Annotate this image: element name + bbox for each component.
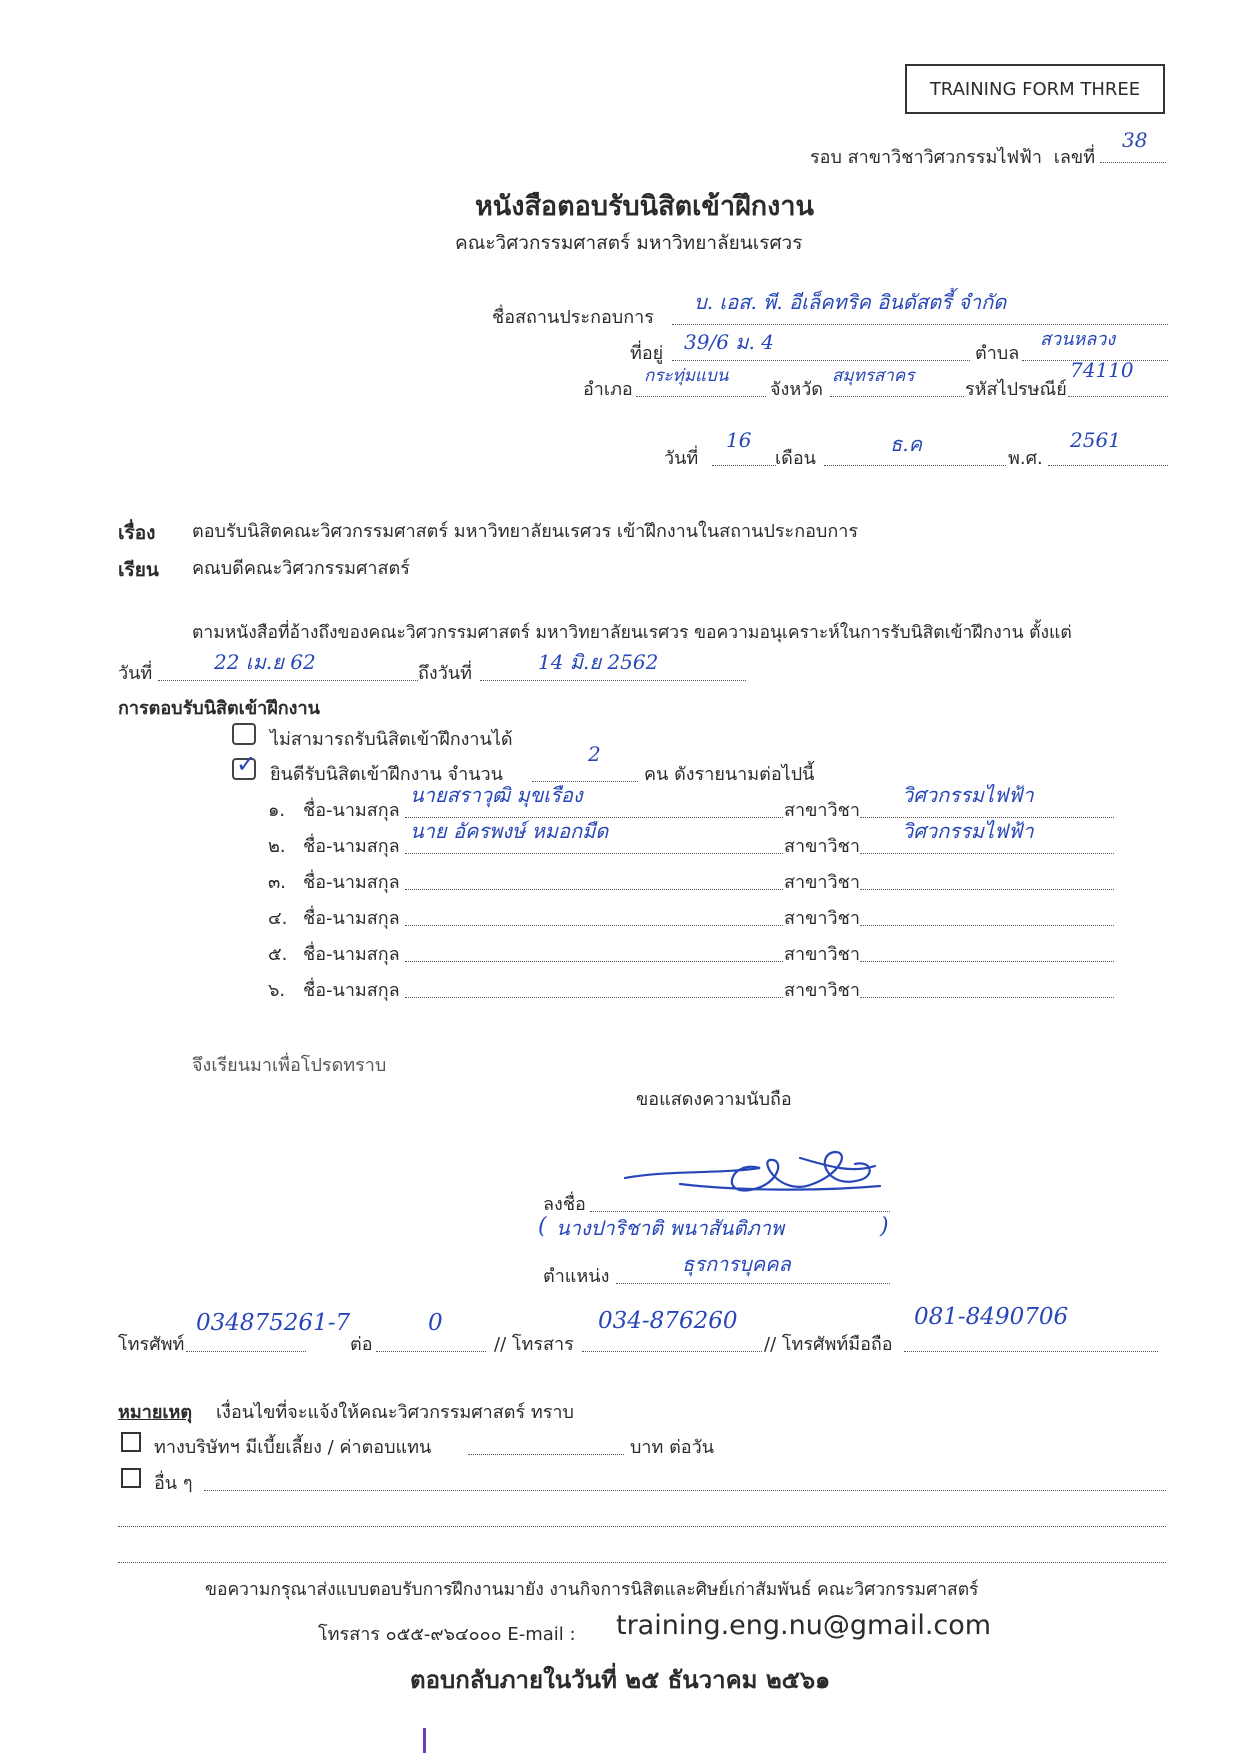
student-major-label: สาขาวิชา	[784, 908, 860, 929]
accept-option-label: ยินดีรับนิสิตเข้าฝึกงาน จำนวน	[270, 764, 503, 785]
date-year-label: พ.ศ.	[1008, 448, 1043, 469]
to-date-label: ถึงวันที่	[418, 663, 472, 684]
fax-label: // โทรสาร	[494, 1334, 574, 1355]
reject-option-label: ไม่สามารถรับนิสิตเข้าฝึกงานได้	[270, 729, 513, 750]
allowance-label: ทางบริษัทฯ มีเบี้ยเลี้ยง / ค่าตอบแทน	[154, 1437, 432, 1458]
district-label: อำเภอ	[583, 379, 633, 400]
footer-line1: ขอความกรุณาส่งแบบตอบรับการฝึกงานมายัง งานกิจการนิสิตและศิษย์เก่าสัมพันธ์ คณะวิศวกรรมศาสตร์	[205, 1580, 979, 1600]
sign-label: ลงชื่อ	[543, 1194, 586, 1215]
student-name-label: ชื่อ-นามสกุล	[303, 980, 400, 1001]
from-value: 22 เม.ย 62	[214, 650, 316, 674]
count-value: 2	[588, 742, 601, 766]
paren-open: (	[538, 1214, 547, 1239]
student-name-label: ชื่อ-นามสกุล	[303, 944, 400, 965]
subdistrict-label: ตำบล	[975, 343, 1020, 364]
student-name-label: ชื่อ-นามสกุล	[303, 872, 400, 893]
student-name: นาย อัครพงษ์ หมอกมืด	[410, 819, 609, 843]
page-subtitle: คณะวิศวกรรมศาสตร์ มหาวิทยาลัยนเรศวร	[455, 232, 803, 254]
address-label: ที่อยู่	[630, 343, 664, 364]
round-no-label: เลขที่	[1053, 147, 1096, 168]
fax-value: 034-876260	[598, 1308, 738, 1334]
mobile-label: // โทรศัพท์มือถือ	[764, 1334, 893, 1355]
district-value: กระทุ่มแบน	[644, 366, 729, 386]
phone-value: 034875261-7	[196, 1310, 351, 1336]
company-name-value: บ. เอส. พี. อีเล็คทริค อินดัสตรี้ จำกัด	[694, 290, 1007, 314]
student-major: วิศวกรรมไฟฟ้า	[902, 819, 1034, 843]
ext-value: 0	[428, 1310, 443, 1336]
student-major-label: สาขาวิชา	[784, 836, 860, 857]
company-name-label: ชื่อสถานประกอบการ	[492, 307, 654, 328]
other-label: อื่น ๆ	[154, 1473, 193, 1494]
page-title: หนังสือตอบรับนิสิตเข้าฝึกงาน	[475, 191, 814, 222]
round-line	[810, 142, 1095, 171]
accept-heading: การตอบรับนิสิตเข้าฝึกงาน	[118, 698, 320, 719]
signature-image	[610, 1140, 890, 1220]
date-day-value: 16	[726, 428, 752, 452]
round-dept: สาขาวิชาวิศวกรรมไฟฟ้า	[847, 147, 1042, 168]
student-num: ๓.	[268, 872, 287, 893]
student-name: นายสราวุฒิ มุขเรือง	[410, 783, 583, 807]
student-major-label: สาขาวิชา	[784, 872, 860, 893]
date-month-label: เดือน	[775, 448, 816, 469]
paren-close: )	[880, 1214, 889, 1239]
signer-name: นางปาริชาติ พนาสันติภาพ	[556, 1216, 785, 1240]
student-name-label: ชื่อ-นามสกุล	[303, 836, 400, 857]
address-value: 39/6 ม. 4	[684, 330, 774, 354]
student-major-label: สาขาวิชา	[784, 944, 860, 965]
allowance-checkbox[interactable]	[121, 1432, 141, 1452]
student-major-label: สาขาวิชา	[784, 800, 860, 821]
ext-label: ต่อ	[350, 1334, 373, 1355]
phone-label: โทรศัพท์	[118, 1334, 185, 1355]
from-label: วันที่	[118, 663, 153, 684]
subject-text: ตอบรับนิสิตคณะวิศวกรรมศาสตร์ มหาวิทยาลัยนเรศวร เข้าฝึกงานในสถานประกอบการ	[192, 521, 859, 542]
position-label: ตำแหน่ง	[543, 1266, 610, 1287]
body-intro: ตามหนังสือที่อ้างถึงของคณะวิศวกรรมศาสตร์ มหาวิทยาลัยนเรศวร ขอความอนุเคราะห์ในการรับนิสิตเข้าฝึกงาน ตั้งแต่	[192, 623, 1072, 643]
student-name-label: ชื่อ-นามสกุล	[303, 800, 400, 821]
reject-checkbox[interactable]	[232, 723, 256, 745]
allowance-suffix: บาท ต่อวัน	[630, 1437, 715, 1458]
footer-email[interactable]: training.eng.nu@gmail.com	[616, 1610, 992, 1641]
subdistrict-value: สวนหลวง	[1040, 329, 1116, 350]
note-label: หมายเหตุ	[118, 1402, 193, 1423]
student-num: ๒.	[268, 836, 286, 857]
date-month-value: ธ.ค	[890, 432, 922, 456]
student-name-label: ชื่อ-นามสกุล	[303, 908, 400, 929]
province-label: จังหวัด	[770, 379, 823, 400]
mobile-value: 081-8490706	[914, 1304, 1069, 1330]
postcode-value: 74110	[1070, 358, 1134, 382]
date-year-value: 2561	[1070, 428, 1121, 452]
scan-mark	[423, 1728, 426, 1753]
footer-deadline: ตอบกลับภายในวันที่ ๒๕ ธันวาคม ๒๕๖๑	[410, 1666, 831, 1694]
student-major: วิศวกรรมไฟฟ้า	[902, 783, 1034, 807]
round-prefix: รอบ	[810, 147, 842, 168]
footer-fax: โทรสาร ๐๕๕-๙๖๔๐๐๐ E-mail :	[318, 1624, 576, 1645]
other-checkbox[interactable]	[121, 1468, 141, 1488]
count-suffix: คน ดังรายนามต่อไปนี้	[644, 764, 815, 785]
accept-checkbox[interactable]	[232, 750, 257, 780]
student-major-label: สาขาวิชา	[784, 980, 860, 1001]
province-value: สมุทรสาคร	[832, 366, 915, 386]
student-num: ๔.	[268, 908, 288, 929]
date-day-label: วันที่	[664, 448, 699, 469]
student-num: ๕.	[268, 944, 288, 965]
to-date-value: 14 มิ.ย 2562	[538, 650, 659, 674]
form-code-box	[905, 64, 1165, 114]
to-label: เรียน	[118, 559, 159, 581]
to-text: คณบดีคณะวิศวกรรมศาสตร์	[192, 558, 410, 579]
subject-label: เรื่อง	[118, 522, 156, 544]
closing-inform: จึงเรียนมาเพื่อโปรดทราบ	[192, 1055, 387, 1076]
form-code: TRAINING FORM THREE	[929, 78, 1141, 100]
closing-regards: ขอแสดงความนับถือ	[636, 1089, 792, 1110]
round-no-value: 38	[1122, 128, 1148, 152]
position-value: ธุรการบุคคล	[682, 1252, 791, 1276]
student-num: ๖.	[268, 980, 286, 1001]
note-text: เงื่อนไขที่จะแจ้งให้คณะวิศวกรรมศาสตร์ ทราบ	[216, 1402, 574, 1423]
student-num: ๑.	[268, 800, 286, 821]
check-mark-icon: ✓	[236, 750, 257, 778]
postcode-label: รหัสไปรษณีย์	[965, 379, 1067, 400]
